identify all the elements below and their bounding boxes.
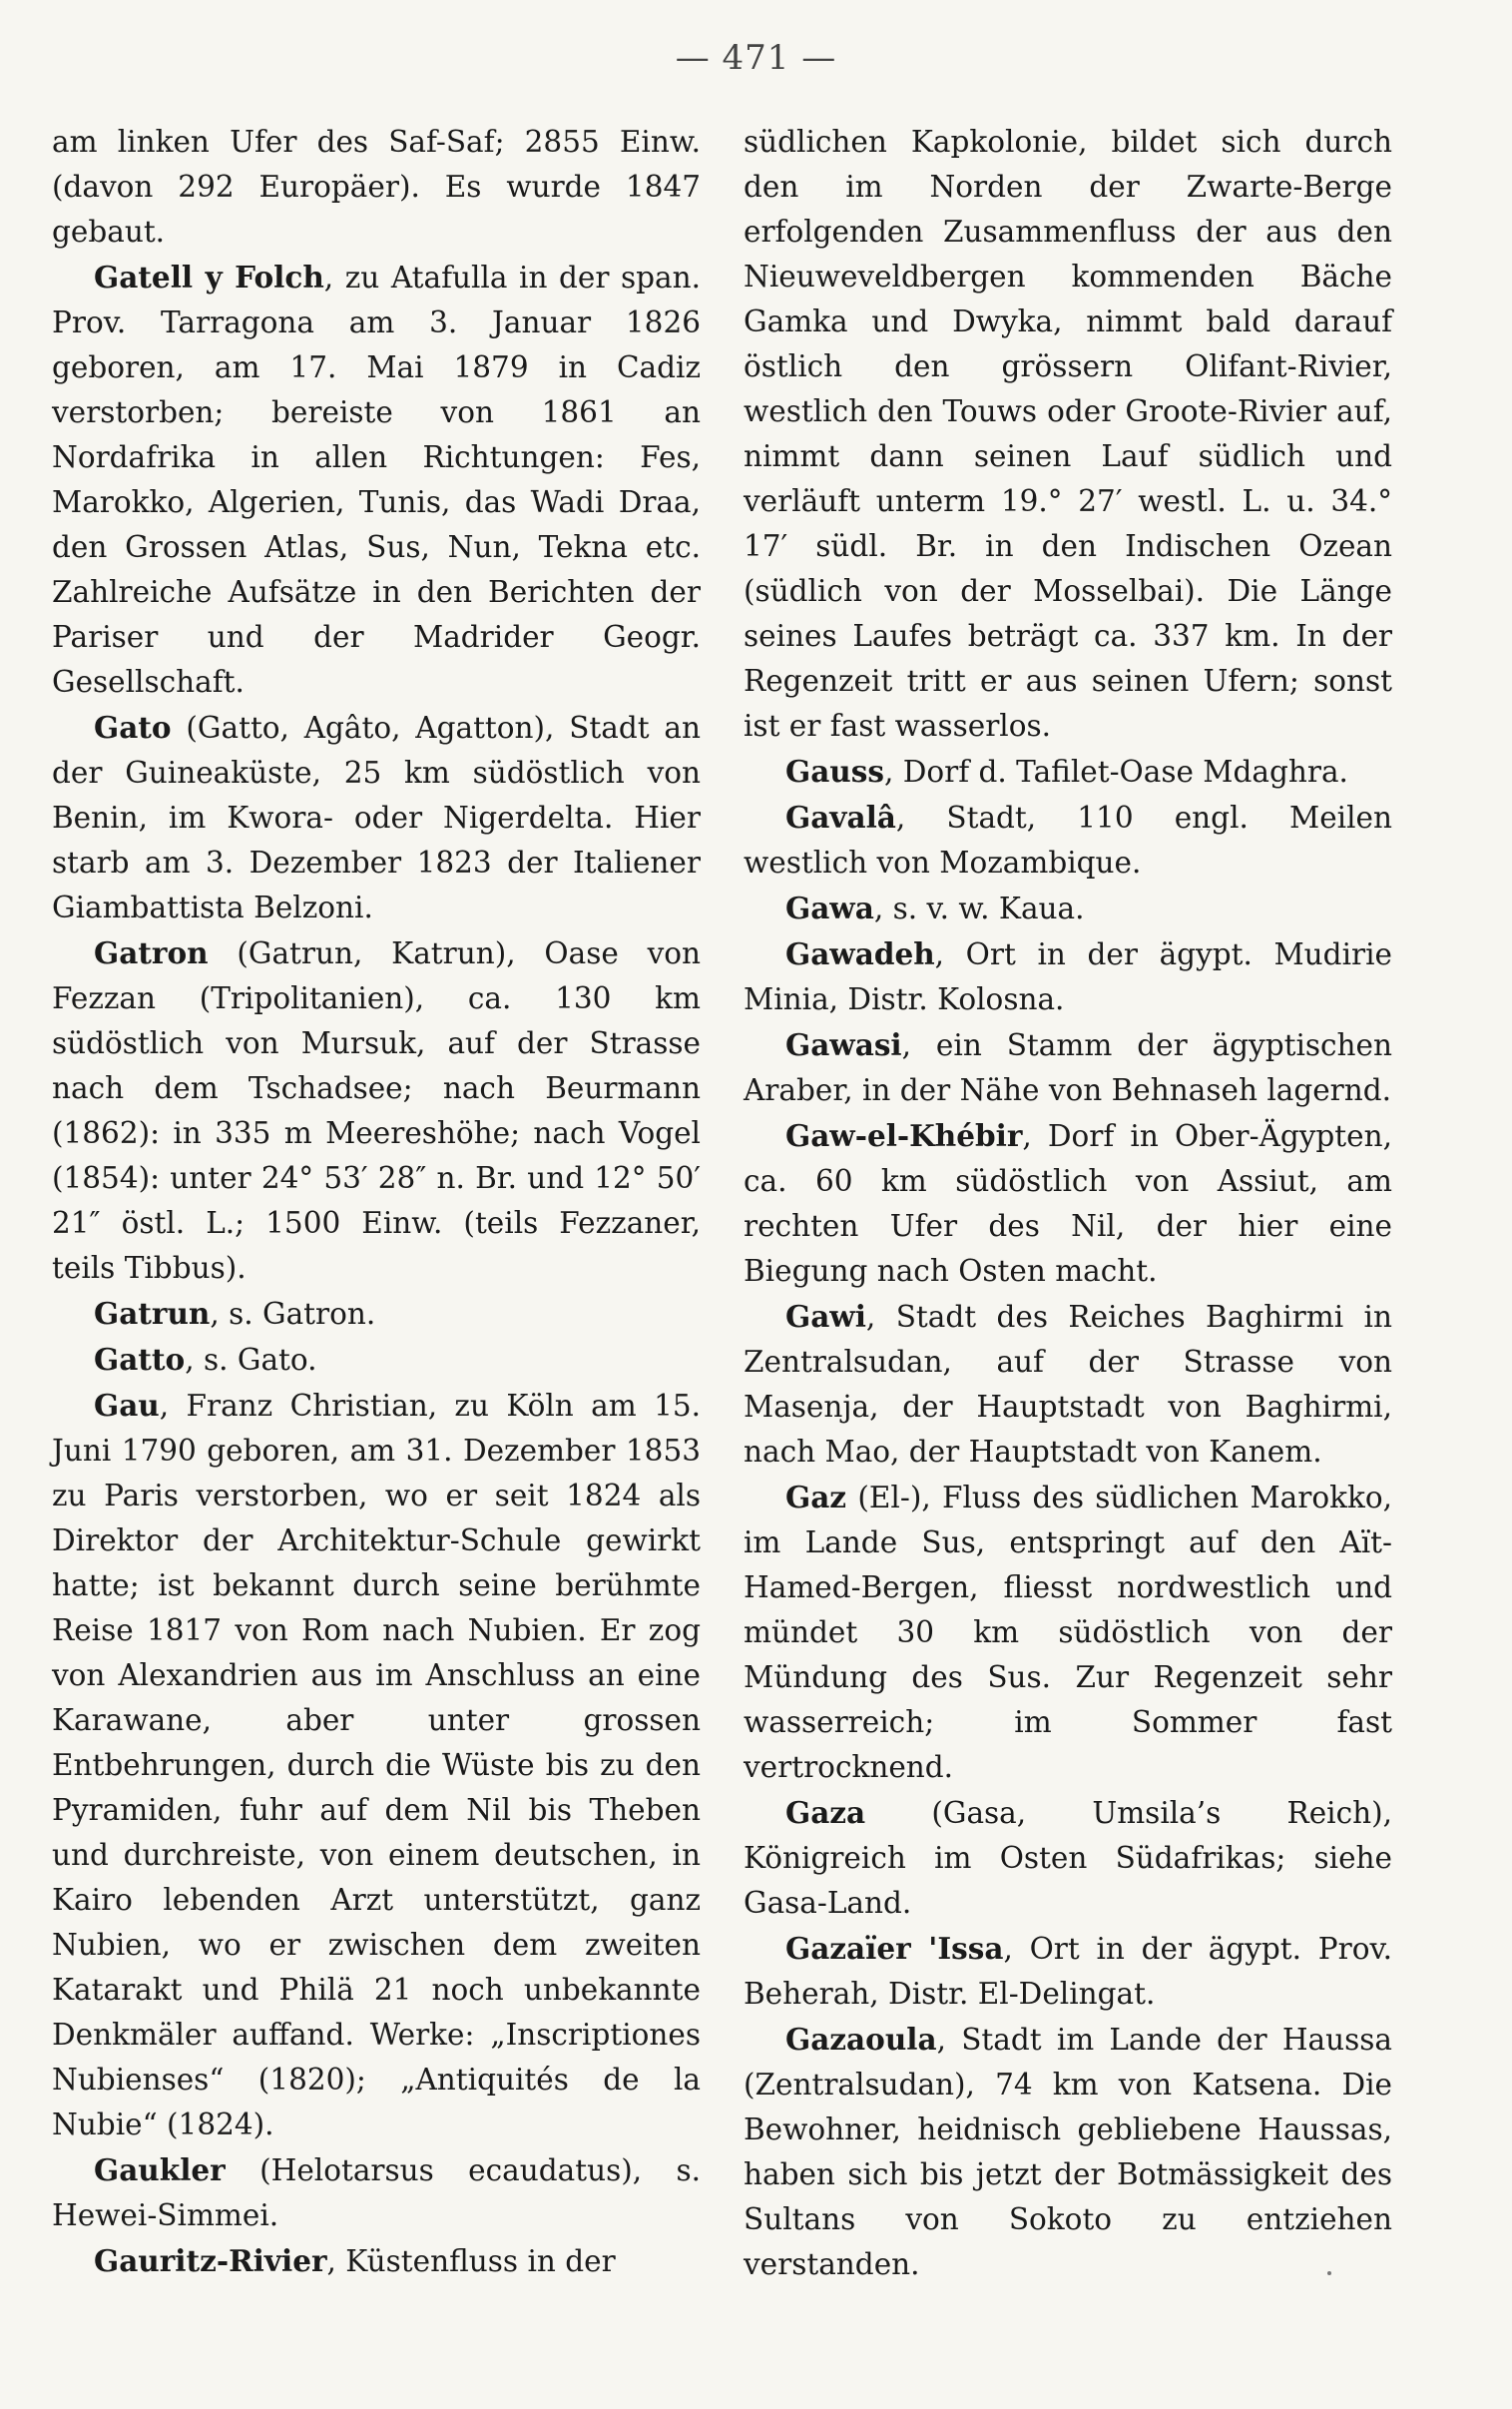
- print-speck: [1327, 2271, 1331, 2275]
- lemma: Gaza: [785, 1795, 866, 1830]
- lemma: Gawadeh: [785, 936, 935, 971]
- entry-gato: Gato (Gatto, Agâto, Agatton), Stadt an der Guineaküste, 25 km südöstlich von Benin, im Kwora- oder Nigerdelta. Hier starb am 3. Dezember 1823 der Italiener Giambattista Belzoni.: [52, 710, 701, 924]
- lemma: Gatrun: [94, 1296, 211, 1331]
- lemma: Gauritz-Rivier: [94, 2243, 327, 2278]
- lemma: Gaz: [785, 1480, 847, 1514]
- lemma: Gawa: [785, 891, 874, 925]
- entry-continuation: am linken Ufer des Saf-Saf; 2855 Einw. (davon 292 Europäer). Es wurde 1847 gebaut.: [52, 125, 701, 249]
- lemma: Gau: [94, 1388, 160, 1423]
- entry-gatto: Gatto, s. Gato.: [94, 1342, 317, 1377]
- page-number: — 471 —: [675, 38, 837, 78]
- lemma: Gatto: [94, 1342, 186, 1377]
- right-column: [744, 120, 1392, 2287]
- entry-gatell: Gatell y Folch, zu Atafulla in der span. Prov. Tarragona am 3. Januar 1826 geboren, am 17. Mai 1879 in Cadiz verstorben; bereiste von 1861 an Nordafrika in allen Richtungen: Fes, Marokko, Algerien, Tunis, das Wadi Draa, den Grossen Atlas, Sus, Nun, Tekna etc. Zahlreiche Aufsätze in den Berichten der Pariser und der Madrider Geogr. Gesellschaft.: [52, 260, 701, 699]
- lemma: Gatell y Folch: [94, 260, 324, 295]
- lemma: Gazaïer 'Issa: [785, 1931, 1004, 1966]
- entry-gawadeh: Gawadeh, Ort in der ägypt. Mudirie Minia, Distr. Kolosna.: [744, 936, 1392, 1016]
- entry-gau: Gau, Franz Christian, zu Köln am 15. Juni 1790 geboren, am 31. Dezember 1853 zu Paris verstorben, wo er seit 1824 als Direktor der Architektur-Schule gewirkt hatte; ist bekannt durch seine berühmte Reise 1817 von Rom nach Nubien. Er zog von Alexandrien aus im Anschluss an eine Karawane, aber unter grossen Entbehrungen, durch die Wüste bis zu den Pyramiden, fuhr auf dem Nil bis Theben und durchreiste, von einem deutschen, in Kairo lebenden Arzt unterstützt, ganz Nubien, wo er zwischen dem zweiten Katarakt und Philä 21 noch unbekannte Denkmäler auffand. Werke: „Inscriptiones Nubienses“ (1820); „Antiquités de la Nubie“ (1824).: [52, 1388, 701, 2141]
- entry-gaza: Gaza (Gasa, Umsila’s Reich), Königreich im Osten Südafrikas; siehe Gasa-Land.: [744, 1795, 1392, 1920]
- entry-gazaoula: Gazaoula, Stadt im Lande der Haussa (Zentralsudan), 74 km von Katsena. Die Bewohner, heidnisch gebliebene Haussas, haben sich bis jetzt der Botmässigkeit des Sultans von Sokoto zu entziehen verstanden.: [744, 2022, 1392, 2281]
- lemma: Gaukler: [94, 2152, 226, 2187]
- lemma: Gatron: [94, 935, 209, 970]
- lemma: Gawi: [785, 1299, 866, 1334]
- entry-gaz: Gaz (El-), Fluss des südlichen Marokko, im Lande Sus, entspringt auf den Aït-Hamed-Bergen, fliesst nordwestlich und mündet 30 km südöstlich von der Mündung des Sus. Zur Regenzeit sehr wasserreich; im Sommer fast vertrocknend.: [744, 1480, 1392, 1784]
- entry-gatrun: Gatrun, s. Gatron.: [94, 1296, 376, 1331]
- lemma: Gato: [94, 710, 172, 745]
- lemma: Gawasi: [785, 1027, 902, 1062]
- lemma: Gauss: [785, 754, 884, 789]
- entry-gavala: Gavalâ, Stadt, 110 engl. Meilen westlich von Mozambique.: [744, 800, 1392, 880]
- entry-continuation: südlichen Kapkolonie, bildet sich durch den im Norden der Zwarte-Berge erfolgenden Zusammenfluss der aus den Nieuweveldbergen kommenden Bäche Gamka und Dwyka, nimmt bald darauf östlich den grössern Olifant-Rivier, westlich den Touws oder Groote-Rivier auf, nimmt dann seinen Lauf südlich und verläuft unterm 19.° 27′ westl. L. u. 34.° 17′ südl. Br. in den Indischen Ozean (südlich von der Mosselbai). Die Länge seines Laufes beträgt ca. 337 km. In der Regenzeit tritt er aus seinen Ufern; sonst ist er fast wasserlos.: [744, 125, 1392, 743]
- left-column: [52, 120, 701, 2284]
- entry-gauritz-rivier: Gauritz-Rivier, Küstenfluss in der: [94, 2243, 616, 2278]
- lemma: Gaw-el-Khébir: [785, 1118, 1023, 1153]
- lemma: Gavalâ: [785, 800, 896, 835]
- entry-gauss: Gauss, Dorf d. Tafilet-Oase Mdaghra.: [785, 754, 1348, 789]
- entry-gazaier-issa: Gazaïer 'Issa, Ort in der ägypt. Prov. Beherah, Distr. El-Delingat.: [744, 1931, 1393, 2011]
- entry-gawasi: Gawasi, ein Stamm der ägyptischen Araber, in der Nähe von Behnaseh lagernd.: [744, 1027, 1392, 1107]
- entry-gawi: Gawi, Stadt des Reiches Baghirmi in Zentralsudan, auf der Strasse von Masenja, der Hauptstadt von Baghirmi, nach Mao, der Hauptstadt von Kanem.: [744, 1299, 1392, 1469]
- entry-gaukler: Gaukler (Helotarsus ecaudatus), s. Hewei-Simmei.: [52, 2152, 701, 2232]
- entry-gawa: Gawa, s. v. w. Kaua.: [785, 891, 1085, 925]
- entry-gaw-el-khebir: Gaw-el-Khébir, Dorf in Ober-Ägypten, ca. 60 km südöstlich von Assiut, am rechten Ufer des Nil, der hier eine Biegung nach Osten macht.: [744, 1118, 1392, 1288]
- lemma: Gazaoula: [785, 2022, 937, 2057]
- entry-gatron: Gatron (Gatrun, Katrun), Oase von Fezzan (Tripolitanien), ca. 130 km südöstlich von Mursuk, auf der Strasse nach dem Tschadsee; nach Beurmann (1862): in 335 m Meereshöhe; nach Vogel (1854): unter 24° 53′ 28″ n. Br. und 12° 50′ 21″ östl. L.; 1500 Einw. (teils Fezzaner, teils Tibbus).: [52, 935, 701, 1285]
